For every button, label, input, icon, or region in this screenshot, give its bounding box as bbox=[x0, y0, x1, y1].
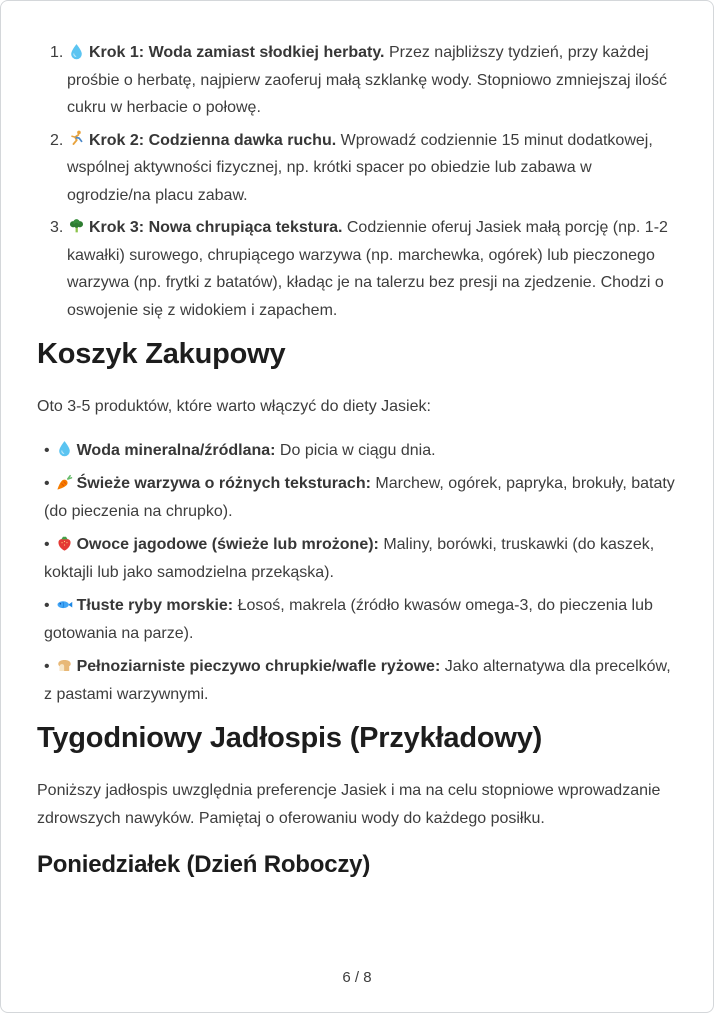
product-item bbox=[44, 653, 677, 708]
product-text: Marchew, ogórek, papryka, brokuły, bataty (do pieczenia na chrupko). bbox=[44, 475, 675, 520]
carrot-icon bbox=[56, 474, 73, 491]
droplet-icon bbox=[56, 440, 73, 457]
product-title: Woda mineralna/źródlana: bbox=[76, 441, 276, 459]
bullet-marker: • bbox=[44, 658, 50, 675]
step-title: Krok 1: Woda zamiast słodkiej herbaty. bbox=[89, 44, 385, 61]
monday-heading: Poniedziałek (Dzień Roboczy) bbox=[37, 851, 371, 878]
page-number: 6 / 8 bbox=[342, 969, 372, 986]
product-item bbox=[44, 531, 677, 586]
product-title: Pełnoziarniste pieczywo chrupkie/wafle ryżowe: bbox=[76, 658, 441, 675]
step-number: 3. bbox=[50, 219, 64, 236]
product-title: Świeże warzywa o różnych teksturach: bbox=[76, 475, 371, 492]
weekly-menu-intro: Poniższy jadłospis uwzględnia preferencje Jasiek i ma na celu stopniowe wprowadzanie zdrowszych nawyków. Pamiętaj o oferowaniu wody do każdego posiłku. bbox=[37, 782, 661, 827]
droplet-icon bbox=[68, 43, 85, 60]
bullet-marker: • bbox=[44, 441, 50, 459]
step-item bbox=[50, 39, 677, 122]
step-text: Przez najbliższy tydzień, przy każdej prośbie o herbatę, najpierw zaoferuj małą szklankę wody. Stopniowo zmniejszaj ilość cukru w herbacie o połowę. bbox=[67, 44, 667, 116]
bullet-marker: • bbox=[44, 536, 50, 553]
weekly-menu-heading: Tygodniowy Jadłospis (Przykładowy) bbox=[37, 722, 543, 754]
product-title: Tłuste ryby morskie: bbox=[76, 597, 234, 614]
bullet-marker: • bbox=[44, 597, 50, 614]
step-text: Codziennie oferuj Jasiek małą porcję (np. 1-2 kawałki) surowego, chrupiącego warzywa (np. marchewka, ogórek) lub pieczonego warzywa (np. frytki z batatów), kładąc je na talerzu bez presji na zjedzenie. Chodzi o oswojenie się z widokiem i zapachem. bbox=[67, 219, 668, 319]
product-title: Owoce jagodowe (świeże lub mrożone): bbox=[76, 536, 379, 553]
product-text: Łosoś, makrela (źródło kwasów omega-3, do pieczenia lub gotowania na parze). bbox=[44, 597, 653, 642]
product-text: Jako alternatywa dla precelków, z pastami warzywnymi. bbox=[44, 658, 671, 703]
broccoli-icon bbox=[68, 218, 85, 235]
step-text: Wprowadź codziennie 15 minut dodatkowej, wspólnej aktywności fizycznej, np. krótki spacer po obiedzie lub zabawa w ogrodzie/na placu zabaw. bbox=[67, 131, 653, 204]
product-item bbox=[44, 592, 677, 647]
bread-icon bbox=[56, 657, 73, 674]
product-item bbox=[44, 470, 677, 525]
product-text: Maliny, borówki, truskawki (do kaszek, koktajli lub jako samodzielna przekąska). bbox=[44, 536, 655, 581]
bullet-marker: • bbox=[44, 475, 50, 492]
products-list bbox=[37, 437, 677, 709]
product-text: Do picia w ciągu dnia. bbox=[279, 441, 436, 459]
strawberry-icon bbox=[56, 535, 73, 552]
shopping-intro: Oto 3-5 produktów, które warto włączyć do diety Jasiek: bbox=[37, 398, 431, 415]
step-item bbox=[50, 214, 677, 324]
step-title: Krok 2: Codzienna dawka ruchu. bbox=[89, 131, 337, 149]
step-number: 1. bbox=[50, 44, 64, 61]
fish-icon bbox=[56, 596, 73, 613]
shopping-heading: Koszyk Zakupowy bbox=[37, 338, 286, 370]
step-title: Krok 3: Nowa chrupiąca tekstura. bbox=[89, 219, 343, 236]
step-item bbox=[50, 127, 677, 210]
steps-list bbox=[37, 39, 677, 324]
runner-icon bbox=[68, 130, 85, 147]
step-number: 2. bbox=[50, 131, 64, 149]
page-content bbox=[1, 1, 713, 881]
product-item bbox=[44, 437, 677, 465]
